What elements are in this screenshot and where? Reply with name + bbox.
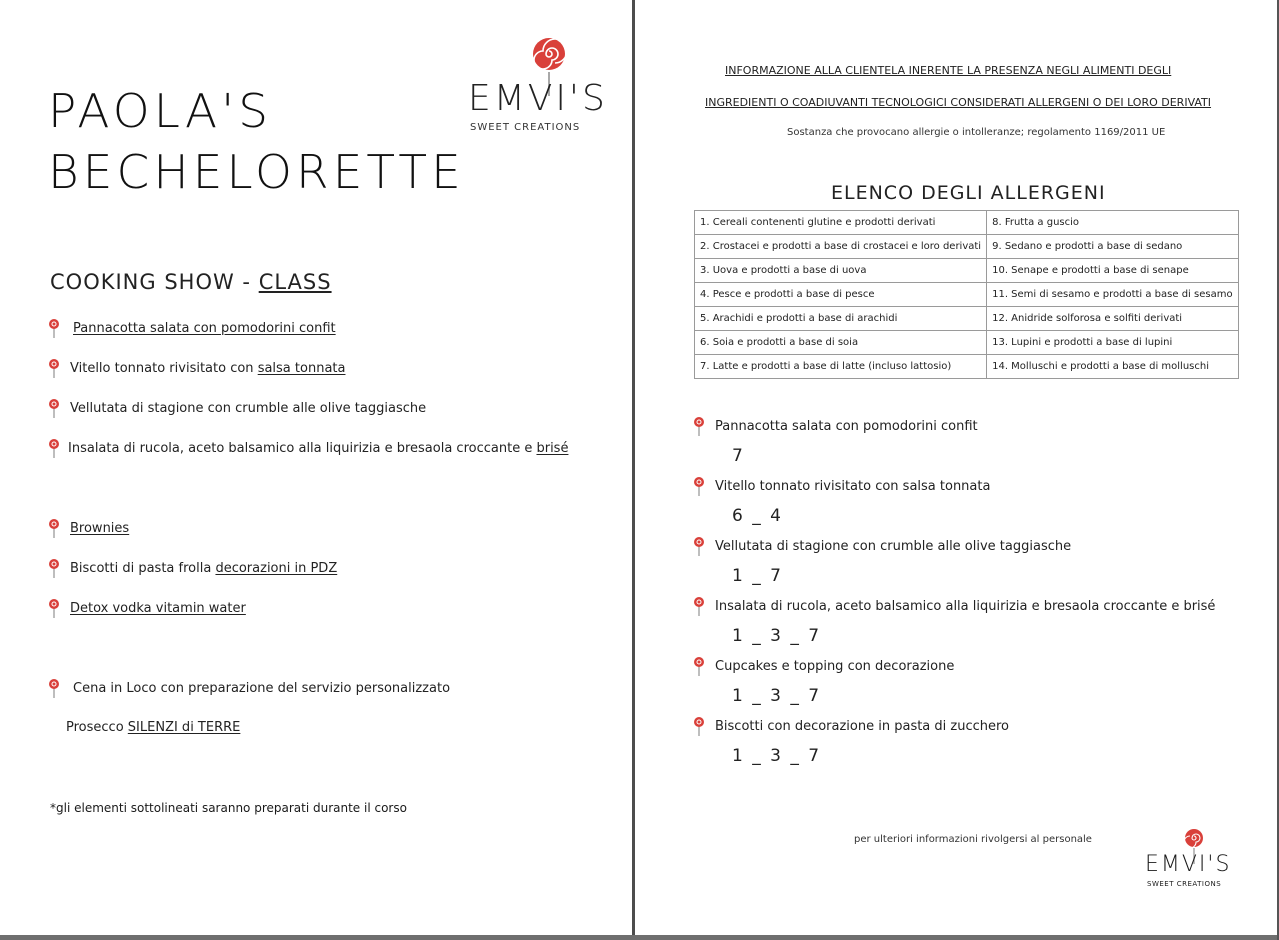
logo-name: EMVI'S [468,78,608,119]
allergen-cell: 4. Pesce e prodotti a base di pesce [695,283,987,307]
lollipop-bullet-icon [48,598,62,618]
menu-item [48,398,426,418]
allergen-cell: 3. Uova e prodotti a base di uova [695,259,987,283]
allergen-cell: 7. Latte e prodotti a base di latte (incluso lattosio) [695,355,987,379]
allergen-cell: 6. Soia e prodotti a base di soia [695,331,987,355]
allergen-row [695,211,1239,235]
allergen-cell: 8. Frutta a guscio [987,211,1238,235]
dish-item [693,536,1071,556]
dish-name: Biscotti con decorazione in pasta di zucchero [715,718,1010,734]
lollipop-bullet-icon [48,518,62,538]
page-title-line2: BECHELORETTE [48,145,465,199]
allergen-cell: 11. Semi di sesamo e prodotti a base di sesamo [987,283,1238,307]
menu-item-underlined: brisé [536,440,569,456]
prosecco-text: Prosecco [66,720,124,735]
dish-name: Vitello tonnato rivisitato con salsa tonnata [715,478,991,494]
left-page [0,0,632,935]
allergens-table [694,210,1239,379]
allergen-cell: 14. Molluschi e prodotti a base di molluschi [987,355,1238,379]
menu-item-text: Biscotti di pasta frolla [70,560,212,576]
menu-item-text: Pannacotta salata con pomodorini confit [73,320,336,336]
emvis-logo [468,36,608,136]
allergen-row [695,331,1239,355]
info-header-line2: INGREDIENTI O COADIUVANTI TECNOLOGICI CONSIDERATI ALLERGENI O DEI LORO DERIVATI [705,96,1212,109]
allergen-cell: 13. Lupini e prodotti a base di lupini [987,331,1238,355]
lollipop-bullet-icon [48,318,62,338]
lollipop-bullet-icon [693,596,707,616]
bottom-border [0,935,1279,940]
menu-item [48,558,337,578]
menu-item-text: Insalata di rucola, aceto balsamico alla liquirizia e bresaola croccante e [68,440,533,456]
dish-allergen-codes: 1 _ 3 _ 7 [732,626,822,646]
lollipop-bullet-icon [693,476,707,496]
menu-item-text: Vellutata di stagione con crumble alle olive taggiasche [70,400,427,416]
dish-allergen-codes: 6 _ 4 [732,506,783,526]
lollipop-bullet-icon [48,558,62,578]
prosecco-underlined: SILENZI di TERRE [127,720,241,735]
info-header-line1: INFORMAZIONE ALLA CLIENTELA INERENTE LA PRESENZA NEGLI ALIMENTI DEGLI [725,64,1172,77]
footer-note: per ulteriori informazioni rivolgersi al personale [854,834,1092,845]
dinner-item [48,678,450,698]
menu-item-text: Brownies [70,520,130,536]
footnote: *gli elementi sottolineati saranno preparati durante il corso [50,801,407,815]
menu-item-underlined: decorazioni in PDZ [215,560,338,576]
allergen-cell: 5. Arachidi e prodotti a base di arachidi [695,307,987,331]
allergen-cell: 10. Senape e prodotti a base di senape [987,259,1238,283]
section-title-class: CLASS [258,270,332,294]
menu-item [48,358,345,378]
allergen-row [695,259,1239,283]
lollipop-bullet-icon [48,678,62,698]
allergen-cell: 12. Anidride solforosa e solfiti derivati [987,307,1238,331]
lollipop-bullet-icon [693,716,707,736]
dish-item [693,416,978,436]
menu-item [48,598,246,618]
allergen-cell: 2. Crostacei e prodotti a base di crostacei e loro derivati [695,235,987,259]
regulation-note: Sostanza che provocano allergie o intolleranze; regolamento 1169/2011 UE [787,127,1166,138]
dish-allergen-codes: 1 _ 3 _ 7 [732,686,822,706]
dish-item [693,656,954,676]
lollipop-bullet-icon [693,536,707,556]
menu-item [48,518,129,538]
menu-item [48,438,568,458]
menu-item [48,318,336,338]
dish-item [693,476,990,496]
logo-name: EMVI'S [1145,852,1232,877]
dish-item [693,716,1009,736]
menu-item-text: Vitello tonnato rivisitato con [70,360,254,376]
allergen-row [695,283,1239,307]
dish-allergen-codes: 1 _ 3 _ 7 [732,746,822,766]
right-page [635,0,1277,935]
section-title-prefix: COOKING SHOW - [50,270,259,294]
lollipop-bullet-icon [48,398,62,418]
dish-allergen-codes: 1 _ 7 [732,566,783,586]
dish-name: Cupcakes e topping con decorazione [715,658,955,674]
lollipop-bullet-icon [48,438,62,458]
emvis-logo-small [1145,828,1235,894]
allergen-cell: 1. Cereali contenenti glutine e prodotti derivati [695,211,987,235]
logo-tagline: SWEET CREATIONS [470,122,581,133]
allergen-row [695,307,1239,331]
allergen-row [695,355,1239,379]
lollipop-bullet-icon [693,416,707,436]
prosecco-line [66,720,240,735]
section-title [50,270,332,294]
dish-name: Insalata di rucola, aceto balsamico alla liquirizia e bresaola croccante e brisé [715,598,1216,614]
lollipop-bullet-icon [48,358,62,378]
dinner-item-text: Cena in Loco con preparazione del servizio personalizzato [73,680,451,696]
dish-allergen-codes: 7 [732,446,745,466]
logo-tagline: SWEET CREATIONS [1147,880,1222,888]
allergen-cell: 9. Sedano e prodotti a base di sedano [987,235,1238,259]
dish-item [693,596,1215,616]
page-title-line1: PAOLA'S [48,84,273,138]
allergen-row [695,235,1239,259]
lollipop-bullet-icon [693,656,707,676]
menu-item-underlined: salsa tonnata [257,360,346,376]
menu-item-text: Detox vodka vitamin water [70,600,246,616]
dish-name: Pannacotta salata con pomodorini confit [715,418,978,434]
dish-name: Vellutata di stagione con crumble alle olive taggiasche [715,538,1072,554]
allergens-title: ELENCO DEGLI ALLERGENI [831,182,1106,204]
